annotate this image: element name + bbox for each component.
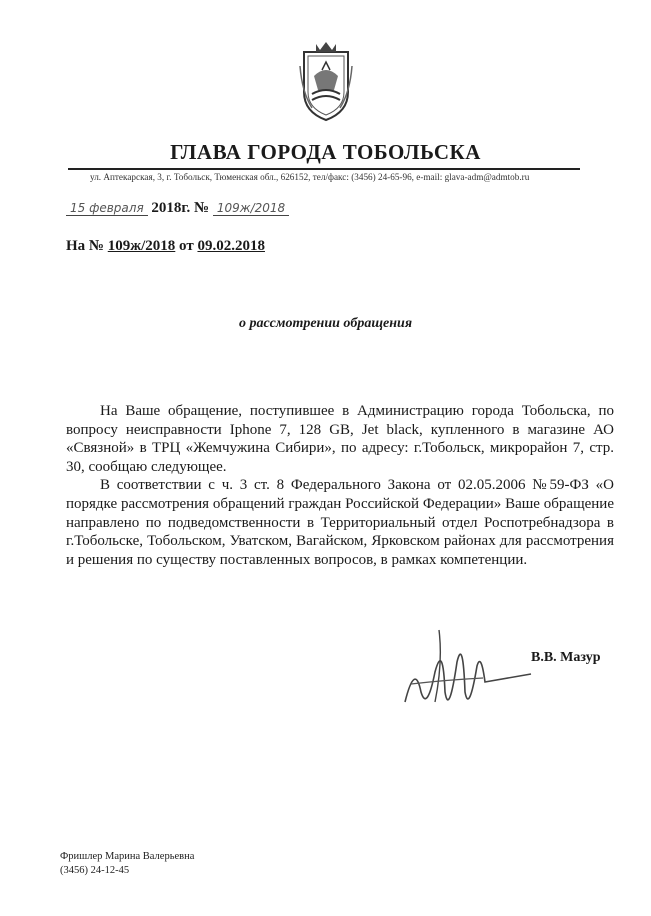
reference-from: от	[179, 238, 194, 254]
letterhead-divider	[68, 168, 580, 170]
reference-prefix: На №	[66, 238, 104, 254]
reference-line	[66, 238, 265, 255]
body-paragraph-1: На Ваше обращение, поступившее в Администрацию города Тобольска, по вопросу неисправности Iphone 7, 128 GB, Jet black, купленного в магазине АО «Связной» в ТРЦ «Жемчужина Сибири», по адресу: г.Тобольск, микрорайон 7, стр. 30, сообщаю следующее.	[66, 403, 614, 475]
letter-body	[66, 402, 614, 569]
executor-phone: (3456) 24-12-45	[60, 865, 130, 876]
letterhead-title: ГЛАВА ГОРОДА ТОБОЛЬСКА	[170, 140, 481, 164]
letter-subject: о рассмотрении обращения	[238, 316, 413, 331]
reference-date: 09.02.2018	[197, 238, 265, 254]
letterhead-address: ул. Аптекарская, 3, г. Тобольск, Тюменская обл., 626152, тел/факс: (3456) 24-65-96, e-mail: glava-adm@admtob.ru	[90, 172, 530, 182]
handwritten-number: 109ж/2018	[213, 201, 289, 216]
body-paragraph-2: В соответствии с ч. 3 ст. 8 Федерального Закона от 02.05.2006 №59-ФЗ «О порядке рассмотрения обращений граждан Российской Федерации» Ваше обращение направлено по подведомственности в Территориальный отдел Роспотребнадзора в г.Тобольске, Тобольском, Уватском, Вагайском, Ярковском районах для рассмотрения и решения по существу поставленных вопросов, в рамках компетенции.	[66, 477, 614, 568]
handwritten-date: 15 февраля	[66, 201, 148, 216]
outgoing-year: 2018г.	[151, 200, 191, 216]
outgoing-number-sign: №	[194, 200, 210, 216]
signer-name: В.В. Мазур	[531, 650, 601, 665]
executor-name: Фришлер Марина Валерьевна	[60, 851, 195, 862]
coat-of-arms-emblem	[298, 42, 354, 124]
handwritten-signature	[385, 622, 535, 722]
executor-block	[60, 850, 194, 878]
reference-number: 109ж/2018	[107, 238, 176, 254]
outgoing-date-line	[66, 200, 289, 217]
